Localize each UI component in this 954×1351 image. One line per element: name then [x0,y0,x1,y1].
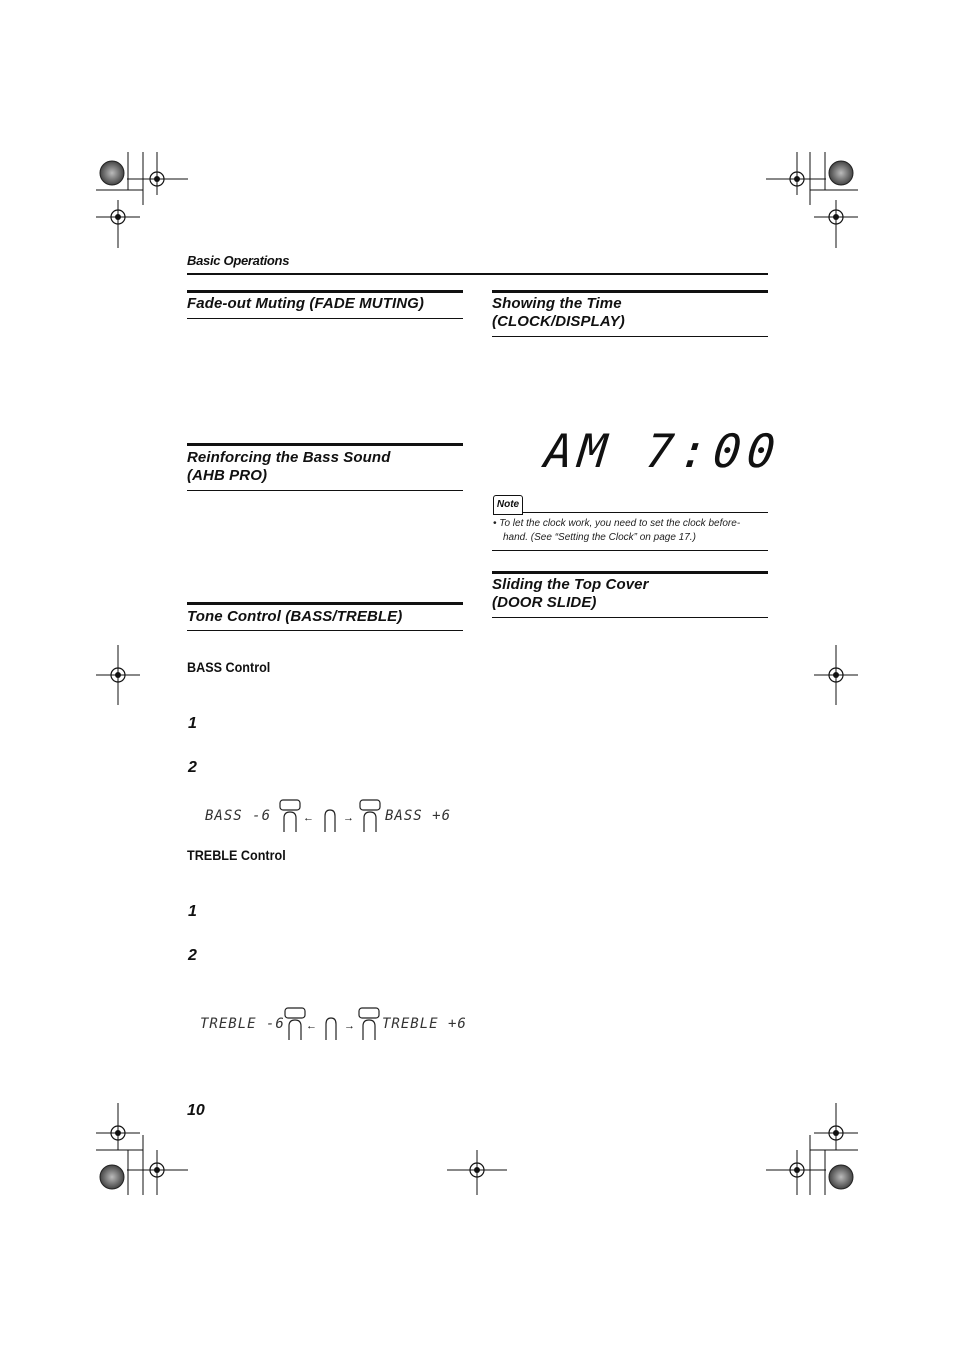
knob-turned-right-icon [357,798,383,834]
note-line-1: • To let the clock work, you need to set the clock before- [493,518,741,529]
clock-heading-rule-bottom [492,336,768,337]
note-rule-bottom [492,550,768,551]
treble-step-2: 2 [188,947,197,964]
registration-mark-bottom-left [96,1103,188,1195]
ahb-heading-rule-bottom [187,490,463,491]
registration-mark-top-right [766,152,858,248]
note-rule-top [522,512,768,513]
arrow-right-icon: → [344,1020,355,1032]
registration-mark-middle-right [814,645,858,705]
fade-heading: Fade-out Muting (FADE MUTING) [187,295,425,312]
door-heading-rule-bottom [492,617,768,618]
bass-step-2: 2 [188,759,197,776]
registration-mark-bottom-center [447,1150,507,1195]
bass-min-display: BASS -6 [205,808,272,824]
door-heading-line2: (DOOR SLIDE) [492,594,597,611]
treble-step-1: 1 [188,903,197,920]
knob-turned-left-icon [277,798,303,834]
tone-heading-rule-bottom [187,630,463,631]
treble-min-display: TREBLE -6 [200,1016,285,1032]
knob-turned-left-icon [282,1006,308,1042]
arrow-left-icon: ← [306,1020,317,1032]
bass-step-1: 1 [188,715,197,732]
treble-control-title: TREBLE Control [187,847,286,863]
door-heading-line1: Sliding the Top Cover [492,576,649,593]
registration-mark-top-left [96,152,188,248]
ahb-heading-line2: (AHB PRO) [187,467,268,484]
clock-heading-rule-top [492,290,768,293]
door-heading-rule-top [492,571,768,574]
ahb-heading-rule-top [187,443,463,446]
page-number: 10 [187,1102,205,1119]
fade-heading-rule-bottom [187,318,463,319]
registration-mark-middle-left [96,645,140,705]
tone-heading-rule-top [187,602,463,605]
knob-center-icon [321,806,339,834]
note-line-2: hand. (See “Setting the Clock” on page 17.) [503,532,696,543]
tone-heading: Tone Control (BASS/TREBLE) [187,608,403,625]
clock-heading-line2: (CLOCK/DISPLAY) [492,313,625,330]
treble-range-illustration [200,1004,475,1044]
knob-turned-right-icon [356,1006,382,1042]
fade-heading-rule-top [187,290,463,293]
ahb-heading-line1: Reinforcing the Bass Sound [187,449,391,466]
note-badge: Note [493,495,523,515]
bass-max-display: BASS +6 [385,808,452,824]
registration-mark-bottom-right [766,1103,858,1195]
bass-range-illustration [205,796,475,836]
clock-display: AM 7:00 [542,424,784,478]
header-rule [187,273,768,275]
clock-heading-line1: Showing the Time [492,295,622,312]
section-label: Basic Operations [187,253,290,268]
arrow-right-icon: → [343,812,354,824]
knob-center-icon [322,1014,340,1042]
bass-control-title: BASS Control [187,659,271,675]
arrow-left-icon: ← [303,812,314,824]
treble-max-display: TREBLE +6 [382,1016,467,1032]
